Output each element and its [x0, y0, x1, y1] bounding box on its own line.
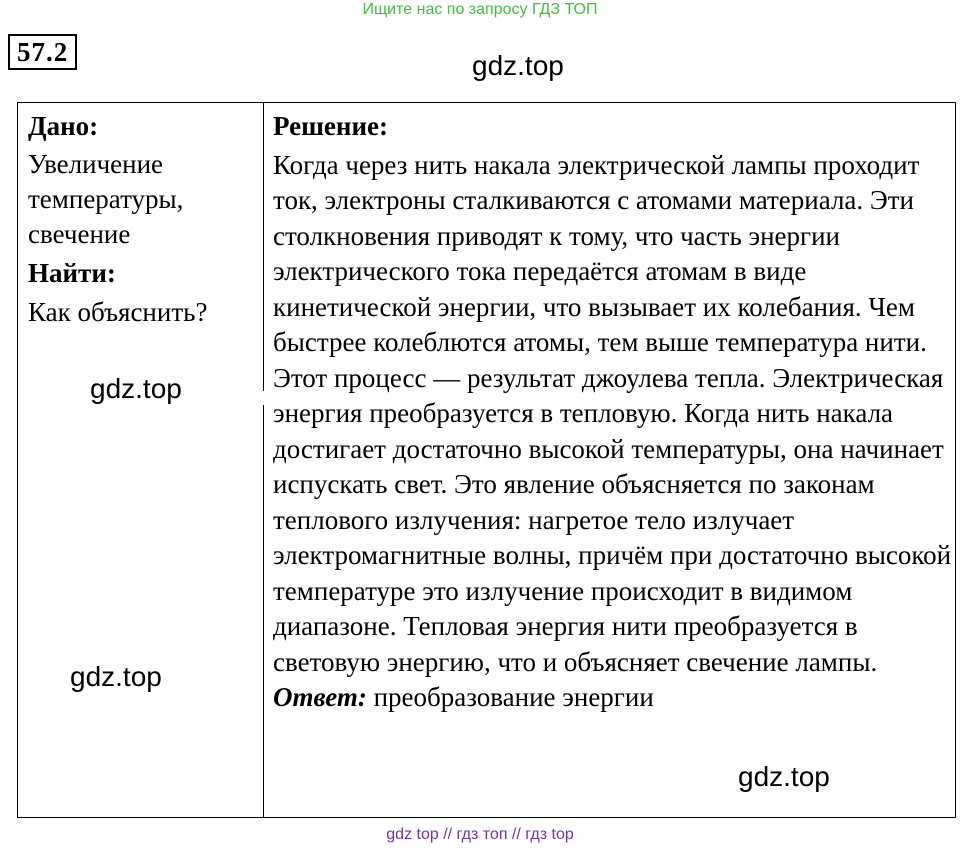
problem-number: 57.2 — [8, 34, 77, 70]
watermark-top: gdz.top — [472, 50, 564, 81]
watermark-left-middle: gdz.top — [90, 373, 182, 404]
column-divider — [263, 103, 264, 817]
solution-column — [273, 109, 953, 716]
solution-heading: Решение: — [273, 111, 388, 141]
answer-line — [273, 682, 654, 712]
given-column — [28, 109, 258, 330]
find-text: Как объяснить? — [28, 297, 208, 327]
divider-gap — [261, 391, 267, 405]
watermark-right-bottom: gdz.top — [738, 761, 830, 792]
find-heading: Найти: — [28, 258, 116, 288]
answer-text: преобразование энергии — [373, 682, 654, 712]
given-text: Увеличение температуры, свечение — [28, 149, 184, 249]
top-banner: Ищите нас по запросу ГДЗ ТОП — [362, 1, 598, 18]
given-heading: Дано: — [28, 111, 99, 141]
answer-label: Ответ: — [273, 682, 367, 712]
bottom-footer: gdz top // гдз топ // гдз top — [386, 826, 574, 843]
task-table — [17, 102, 956, 818]
solution-text: Когда через нить накала электрической лампы проходит ток, электроны сталкиваются с атомами материала. Эти столкновения приводят к тому, что часть энергии электрического тока передаётся атомам в виде кинетической энергии, что вызывает их колебания. Чем быстрее колеблются атомы, тем выше температура нити. Этот процесс — результат джоулева тепла. Электрическая энергия преобразуется в тепловую. Когда нить накала достигает достаточно высокой температуры, она начинает испускать свет. Это явление объясняется по законам теплового излучения: нагретое тело излучает электромагнитные волны, причём при достаточно высокой температуре это излучение происходит в видимом диапазоне. Тепловая энергия нити преобразуется в световую энергию, что и объясняет свечение лампы. — [273, 149, 952, 677]
watermark-left-bottom: gdz.top — [70, 661, 162, 692]
